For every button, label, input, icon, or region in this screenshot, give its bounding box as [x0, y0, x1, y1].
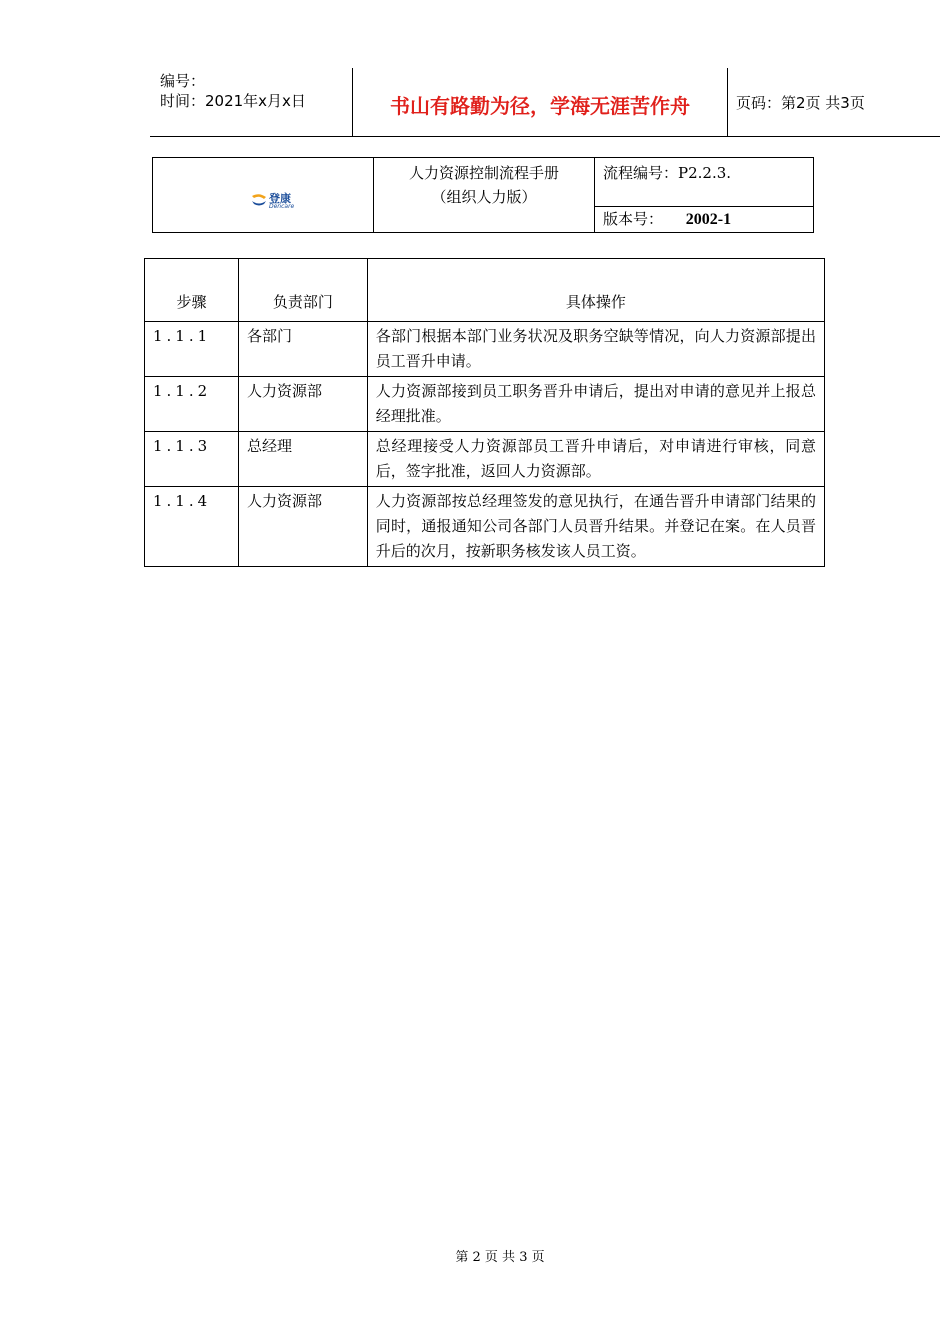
responsible-dept: 总经理 [238, 432, 367, 487]
header-step: 步骤 [145, 259, 239, 322]
table-header-row [145, 259, 825, 322]
step-number: 1.1.4 [145, 487, 239, 567]
operation-text: 各部门根据本部门业务状况及职务空缺等情况，向人力资源部提出员工晋升申请。 [367, 322, 824, 377]
header-op: 具体操作 [367, 259, 824, 322]
process-code: 流程编号：P2.2.3. [603, 164, 732, 182]
document-header [150, 68, 940, 137]
manual-title: 人力资源控制流程手册 [408, 164, 559, 182]
time-label: 时间：2021年x月x日 [160, 92, 306, 110]
number-label: 编号： [160, 72, 206, 90]
company-logo [251, 191, 303, 213]
responsible-dept: 各部门 [238, 322, 367, 377]
version-value: 2002-1 [685, 211, 732, 228]
logo-mark-icon [251, 193, 267, 207]
operation-text: 人力资源部接到员工职务晋升申请后，提出对申请的意见并上报总经理批准。 [367, 377, 824, 432]
logo-cell [153, 158, 374, 232]
process-code-cell [595, 158, 813, 207]
table-row [145, 432, 825, 487]
step-number: 1.1.2 [145, 377, 239, 432]
operation-text: 总经理接受人力资源部员工晋升申请后，对申请进行审核，同意后，签字批准，返回人力资源部。 [367, 432, 824, 487]
table-row [145, 487, 825, 567]
manual-title-cell [374, 158, 595, 232]
header-dept: 负责部门 [238, 259, 367, 322]
steps-table [144, 258, 825, 567]
manual-header-table [152, 157, 814, 233]
slogan-cell [352, 68, 728, 136]
step-number: 1.1.3 [145, 432, 239, 487]
page-footer: 第 2 页 共 3 页 [455, 1250, 545, 1265]
header-meta [150, 68, 352, 136]
logo-cn: 登康 [269, 192, 291, 205]
page-info: 页码：第2页 共3页 [736, 94, 865, 112]
logo-en: Dencare [269, 203, 295, 210]
responsible-dept: 人力资源部 [238, 377, 367, 432]
manual-subtitle: （组织人力版） [431, 188, 537, 206]
version-label: 版本号： [603, 210, 664, 228]
table-row [145, 377, 825, 432]
step-number: 1.1.1 [145, 322, 239, 377]
table-row [145, 322, 825, 377]
version-cell [595, 207, 813, 232]
responsible-dept: 人力资源部 [238, 487, 367, 567]
operation-text: 人力资源部按总经理签发的意见执行，在通告晋升申请部门结果的同时，通报通知公司各部门人员晋升结果。并登记在案。在人员晋升后的次月，按新职务核发该人员工资。 [367, 487, 824, 567]
slogan-text: 书山有路勤为径，学海无涯苦作舟 [390, 94, 690, 118]
